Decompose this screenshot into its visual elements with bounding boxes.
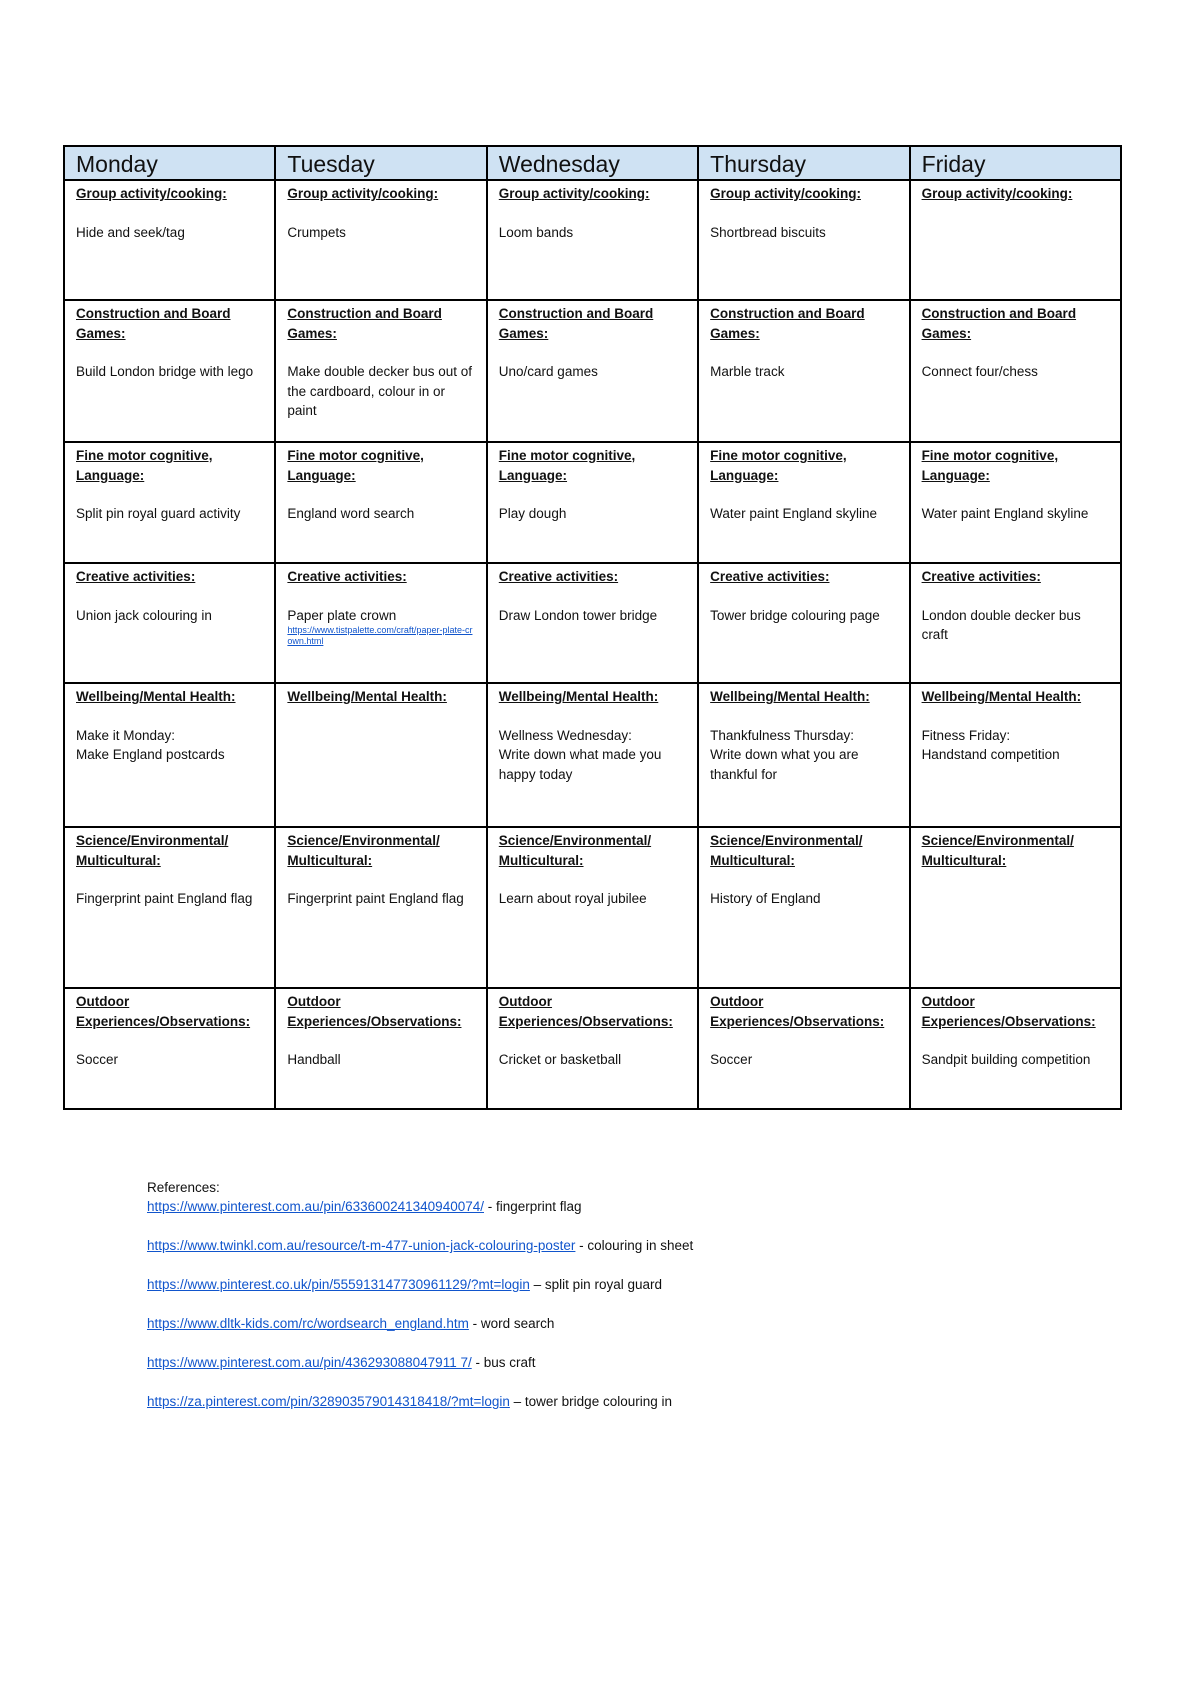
activity-cell-monday bbox=[64, 683, 275, 827]
activity-cell-thursday bbox=[698, 300, 909, 442]
activity-cell-friday bbox=[910, 827, 1121, 988]
reference-item bbox=[147, 1353, 693, 1372]
activity-description: Soccer bbox=[76, 1052, 119, 1067]
activity-category-heading: Construction and Board Games: bbox=[287, 306, 442, 341]
activity-description: Split pin royal guard activity bbox=[76, 506, 241, 521]
activity-category-heading: Creative activities: bbox=[710, 569, 830, 584]
reference-separator: – bbox=[529, 1277, 545, 1292]
activity-category-heading: Creative activities: bbox=[921, 569, 1041, 584]
activity-category-heading: Group activity/cooking: bbox=[921, 186, 1073, 201]
activity-cell-thursday bbox=[698, 683, 909, 827]
activity-cell-monday bbox=[64, 180, 275, 300]
activity-category-heading: Outdoor Experiences/Observations: bbox=[76, 994, 251, 1029]
activity-description: Marble track bbox=[710, 364, 785, 379]
activity-category-heading: Science/Environmental/ Multicultural: bbox=[710, 833, 863, 868]
day-header-tuesday: Tuesday bbox=[275, 146, 486, 180]
activity-cell-wednesday bbox=[487, 827, 698, 988]
day-header-thursday: Thursday bbox=[698, 146, 909, 180]
activity-category-heading: Group activity/cooking: bbox=[287, 186, 439, 201]
activity-cell-tuesday bbox=[275, 827, 486, 988]
activity-category-heading: Construction and Board Games: bbox=[921, 306, 1077, 341]
activity-row bbox=[64, 442, 1121, 563]
reference-separator: – bbox=[509, 1394, 525, 1409]
activity-category-heading: Wellbeing/Mental Health: bbox=[76, 689, 236, 704]
activity-description: Sandpit building competition bbox=[921, 1052, 1091, 1067]
reference-item bbox=[147, 1236, 693, 1255]
activity-cell-friday bbox=[910, 988, 1121, 1109]
activity-description: Learn about royal jubilee bbox=[498, 891, 647, 906]
activity-description: Draw London tower bridge bbox=[498, 607, 658, 623]
activity-cell-thursday bbox=[698, 180, 909, 300]
activity-category-heading: Fine motor cognitive, Language: bbox=[76, 448, 213, 483]
activity-row bbox=[64, 180, 1121, 300]
reference-separator: - bbox=[468, 1316, 481, 1331]
activity-cell-monday bbox=[64, 442, 275, 563]
reference-link[interactable]: https://www.pinterest.com.au/pin/436293088047911 7/ bbox=[147, 1355, 472, 1370]
activity-cell-thursday bbox=[698, 988, 909, 1109]
activity-description: Fitness Friday: Handstand competition bbox=[921, 727, 1060, 762]
activity-cell-tuesday bbox=[275, 442, 486, 563]
activity-description: Fingerprint paint England flag bbox=[287, 891, 464, 906]
reference-description: split pin royal guard bbox=[544, 1277, 662, 1292]
activity-category-heading: Creative activities: bbox=[498, 569, 619, 584]
activity-description: England word search bbox=[287, 506, 415, 521]
activity-cell-thursday bbox=[698, 563, 909, 683]
activity-row bbox=[64, 988, 1121, 1109]
reference-description: fingerprint flag bbox=[496, 1199, 582, 1214]
activity-cell-friday bbox=[910, 563, 1121, 683]
references-title: References: bbox=[147, 1180, 220, 1195]
reference-description: word search bbox=[480, 1316, 555, 1331]
activity-category-heading: Creative activities: bbox=[287, 569, 407, 584]
activity-cell-tuesday bbox=[275, 180, 486, 300]
activity-description: London double decker bus craft bbox=[921, 607, 1081, 642]
day-header-row bbox=[64, 146, 1121, 180]
reference-link[interactable]: https://www.twinkl.com.au/resource/t-m-477-union-jack-colouring-poster bbox=[147, 1238, 576, 1253]
activity-description: Make it Monday: Make England postcards bbox=[76, 727, 225, 762]
activity-cell-monday bbox=[64, 563, 275, 683]
reference-link[interactable]: https://www.pinterest.co.uk/pin/555913147730961129/?mt=login bbox=[147, 1277, 530, 1292]
activity-cell-friday bbox=[910, 180, 1121, 300]
activity-cell-friday bbox=[910, 300, 1121, 442]
activity-cell-tuesday bbox=[275, 988, 486, 1109]
activity-description: Crumpets bbox=[287, 224, 346, 240]
activity-category-heading: Outdoor Experiences/Observations: bbox=[498, 994, 673, 1029]
weekly-activity-table bbox=[63, 145, 1122, 1110]
activity-row bbox=[64, 300, 1121, 442]
activity-category-heading: Wellbeing/Mental Health: bbox=[287, 689, 447, 704]
activity-cell-monday bbox=[64, 988, 275, 1109]
activity-description: Tower bridge colouring page bbox=[710, 607, 880, 623]
activity-category-heading: Construction and Board Games: bbox=[710, 306, 865, 341]
activity-description: Union jack colouring in bbox=[76, 607, 212, 623]
activity-cell-thursday bbox=[698, 442, 909, 563]
activity-category-heading: Wellbeing/Mental Health: bbox=[921, 689, 1082, 704]
activity-description: Thankfulness Thursday: Write down what you are thankful for bbox=[710, 727, 859, 782]
activity-cell-monday bbox=[64, 300, 275, 442]
reference-item bbox=[147, 1314, 693, 1333]
activity-cell-friday bbox=[910, 442, 1121, 563]
activity-cell-tuesday bbox=[275, 563, 486, 683]
activity-cell-wednesday bbox=[487, 563, 698, 683]
reference-item bbox=[147, 1392, 693, 1411]
reference-description: tower bridge colouring in bbox=[524, 1394, 672, 1409]
activity-description: Uno/card games bbox=[498, 364, 598, 379]
activity-link[interactable]: https://www.tistpalette.com/craft/paper-plate-crown.html bbox=[287, 625, 473, 646]
reference-link[interactable]: https://www.pinterest.com.au/pin/633600241340940074/ bbox=[147, 1199, 484, 1214]
activity-description: Hide and seek/tag bbox=[76, 224, 185, 240]
reference-item bbox=[147, 1197, 693, 1216]
activity-category-heading: Outdoor Experiences/Observations: bbox=[921, 994, 1096, 1029]
activity-description: Play dough bbox=[498, 506, 567, 521]
reference-link[interactable]: https://za.pinterest.com/pin/328903579014318418/?mt=login bbox=[147, 1394, 510, 1409]
activity-category-heading: Outdoor Experiences/Observations: bbox=[287, 994, 462, 1029]
activity-cell-wednesday bbox=[487, 988, 698, 1109]
activity-category-heading: Construction and Board Games: bbox=[76, 306, 231, 341]
activity-category-heading: Construction and Board Games: bbox=[498, 306, 654, 341]
activity-category-heading: Group activity/cooking: bbox=[710, 186, 861, 201]
activity-description: Soccer bbox=[710, 1052, 753, 1067]
activity-category-heading: Science/Environmental/ Multicultural: bbox=[921, 833, 1074, 868]
activity-row bbox=[64, 827, 1121, 988]
activity-description: Paper plate crown bbox=[287, 607, 397, 623]
activity-category-heading: Group activity/cooking: bbox=[498, 186, 650, 201]
activity-cell-monday bbox=[64, 827, 275, 988]
activity-row bbox=[64, 683, 1121, 827]
day-header-friday: Friday bbox=[910, 146, 1121, 180]
activity-category-heading: Science/Environmental/ Multicultural: bbox=[287, 833, 440, 868]
activity-cell-tuesday bbox=[275, 300, 486, 442]
activity-cell-wednesday bbox=[487, 300, 698, 442]
activity-description: Loom bands bbox=[498, 224, 574, 240]
activity-description: Wellness Wednesday: Write down what made you happy today bbox=[498, 727, 662, 782]
activity-category-heading: Fine motor cognitive, Language: bbox=[287, 448, 424, 483]
activity-category-heading: Creative activities: bbox=[76, 569, 196, 584]
activity-description: Cricket or basketball bbox=[498, 1052, 622, 1067]
activity-description: Water paint England skyline bbox=[710, 506, 878, 521]
activity-row bbox=[64, 563, 1121, 683]
activity-description: History of England bbox=[710, 891, 821, 906]
activity-cell-tuesday bbox=[275, 683, 486, 827]
activity-category-heading: Wellbeing/Mental Health: bbox=[498, 689, 659, 704]
activity-category-heading: Fine motor cognitive, Language: bbox=[921, 448, 1059, 483]
reference-separator: - bbox=[471, 1355, 484, 1370]
activity-cell-wednesday bbox=[487, 180, 698, 300]
reference-item bbox=[147, 1275, 693, 1294]
reference-link[interactable]: https://www.dltk-kids.com/rc/wordsearch_england.htm bbox=[147, 1316, 469, 1331]
activity-cell-wednesday bbox=[487, 442, 698, 563]
reference-separator: - bbox=[575, 1238, 588, 1253]
reference-description: bus craft bbox=[483, 1355, 536, 1370]
activity-category-heading: Fine motor cognitive, Language: bbox=[498, 448, 636, 483]
activity-category-heading: Outdoor Experiences/Observations: bbox=[710, 994, 885, 1029]
activity-description: Water paint England skyline bbox=[921, 506, 1089, 521]
activity-description: Handball bbox=[287, 1052, 341, 1067]
activity-description: Fingerprint paint England flag bbox=[76, 891, 253, 906]
activity-description: Shortbread biscuits bbox=[710, 224, 826, 240]
activity-category-heading: Wellbeing/Mental Health: bbox=[710, 689, 870, 704]
day-header-wednesday: Wednesday bbox=[487, 146, 698, 180]
references-section bbox=[147, 1178, 693, 1431]
activity-category-heading: Science/Environmental/ Multicultural: bbox=[498, 833, 652, 868]
activity-cell-friday bbox=[910, 683, 1121, 827]
reference-separator: - bbox=[484, 1199, 496, 1214]
activity-cell-wednesday bbox=[487, 683, 698, 827]
activity-category-heading: Group activity/cooking: bbox=[76, 186, 227, 201]
activity-category-heading: Science/Environmental/ Multicultural: bbox=[76, 833, 229, 868]
reference-description: colouring in sheet bbox=[587, 1238, 694, 1253]
activity-category-heading: Fine motor cognitive, Language: bbox=[710, 448, 847, 483]
day-header-monday: Monday bbox=[64, 146, 275, 180]
activity-description: Connect four/chess bbox=[921, 364, 1038, 379]
activity-description: Build London bridge with lego bbox=[76, 364, 254, 379]
activity-description: Make double decker bus out of the cardboard, colour in or paint bbox=[287, 364, 473, 418]
activity-cell-thursday bbox=[698, 827, 909, 988]
